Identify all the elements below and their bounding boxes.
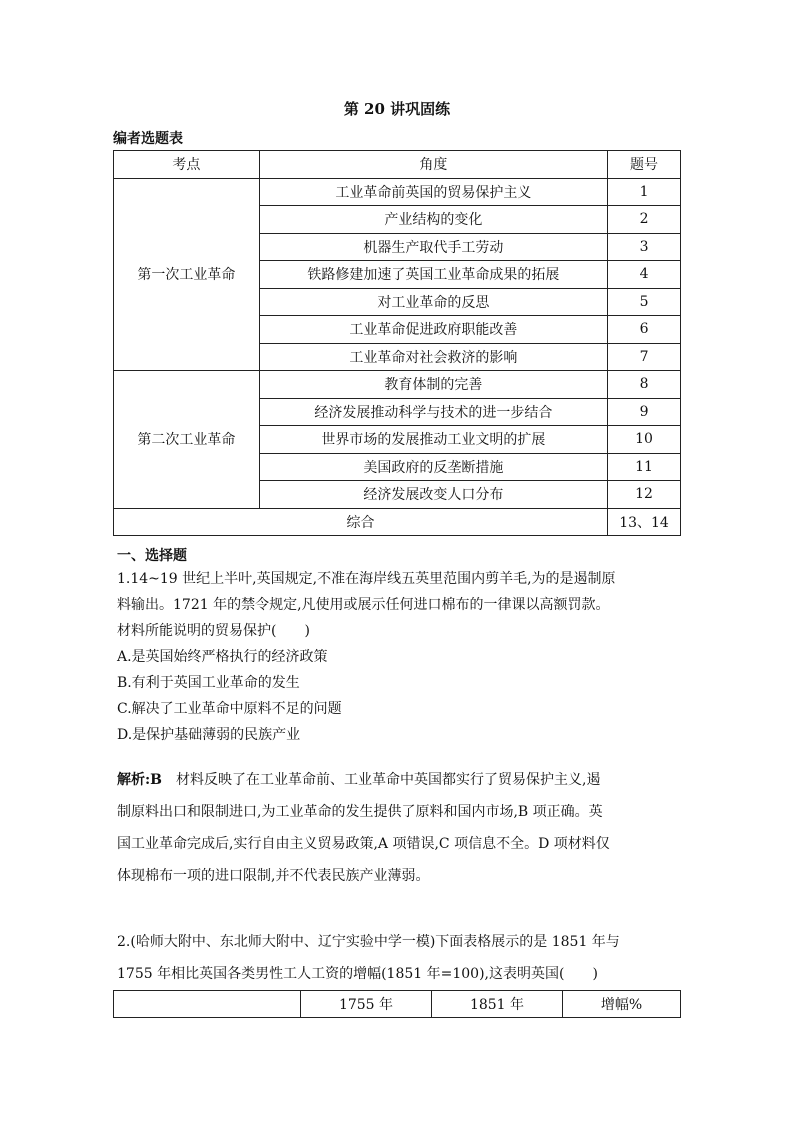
num-cell: 6	[608, 316, 681, 344]
num-cell: 12	[608, 481, 681, 509]
topic-cell: 第一次工业革命	[114, 178, 260, 371]
question-line: 材料所能说明的贸易保护( )	[117, 623, 310, 639]
table-row	[114, 178, 681, 206]
table-header-row	[114, 991, 681, 1018]
option-b: B.有利于英国工业革命的发生	[117, 675, 300, 691]
section-title: 一、选择题	[117, 548, 187, 564]
topic-cell: 第二次工业革命	[114, 371, 260, 509]
header-cell	[114, 991, 301, 1018]
table-header-row	[114, 151, 681, 179]
answer-line: 国工业革命完成后,实行自由主义贸易政策,A 项错误,C 项信息不全。D 项材料仅	[117, 836, 610, 852]
angle-cell: 工业革命前英国的贸易保护主义	[259, 178, 607, 206]
answer-label: 解析:B	[117, 772, 163, 788]
angle-cell: 铁路修建加速了英国工业革命成果的拓展	[259, 261, 607, 289]
header-cell: 增幅%	[563, 991, 681, 1018]
num-cell: 5	[608, 288, 681, 316]
num-cell: 7	[608, 343, 681, 371]
table-caption: 编者选题表	[113, 131, 183, 147]
summary-num-cell: 13、14	[608, 508, 681, 536]
option-a: A.是英国始终严格执行的经济政策	[117, 649, 328, 665]
answer-1	[117, 764, 685, 892]
angle-cell: 经济发展推动科学与技术的进一步结合	[259, 398, 607, 426]
num-cell: 8	[608, 371, 681, 399]
angle-cell: 经济发展改变人口分布	[259, 481, 607, 509]
option-d: D.是保护基础薄弱的民族产业	[117, 727, 301, 743]
answer-line: 体现棉布一项的进口限制,并不代表民族产业薄弱。	[117, 868, 430, 884]
table-row	[114, 371, 681, 399]
num-cell: 3	[608, 233, 681, 261]
angle-cell: 产业结构的变化	[259, 206, 607, 234]
wage-table	[113, 990, 681, 1018]
summary-label-cell: 综合	[114, 508, 608, 536]
page-title: 第 20 讲巩固练	[343, 100, 451, 118]
question-line: 料输出。1721 年的禁令规定,凡使用或展示任何进口棉布的一律课以高额罚款。	[117, 597, 610, 613]
num-cell: 10	[608, 426, 681, 454]
header-cell: 1851 年	[432, 991, 563, 1018]
question-line: 1.14~19 世纪上半叶,英国规定,不准在海岸线五英里范围内剪羊毛,为的是遏制原	[117, 571, 616, 587]
header-cell: 角度	[259, 151, 607, 179]
option-c: C.解决了工业革命中原料不足的问题	[117, 701, 342, 717]
num-cell: 9	[608, 398, 681, 426]
question-line: 1755 年相比英国各类男性工人工资的增幅(1851 年=100),这表明英国( )	[117, 966, 598, 982]
header-cell: 题号	[608, 151, 681, 179]
topic-table	[113, 150, 681, 536]
question-line: 2.(哈师大附中、东北师大附中、辽宁实验中学一模)下面表格展示的是 1851 年与	[117, 934, 620, 950]
angle-cell: 工业革命对社会救济的影响	[259, 343, 607, 371]
angle-cell: 教育体制的完善	[259, 371, 607, 399]
answer-line	[117, 764, 685, 796]
num-cell: 1	[608, 178, 681, 206]
table-summary-row	[114, 508, 681, 536]
question-2	[117, 926, 685, 990]
num-cell: 11	[608, 453, 681, 481]
angle-cell: 工业革命促进政府职能改善	[259, 316, 607, 344]
angle-cell: 对工业革命的反思	[259, 288, 607, 316]
num-cell: 4	[608, 261, 681, 289]
question-1	[117, 566, 685, 748]
angle-cell: 美国政府的反垄断措施	[259, 453, 607, 481]
angle-cell: 机器生产取代手工劳动	[259, 233, 607, 261]
answer-line: 制原料出口和限制进口,为工业革命的发生提供了原料和国内市场,B 项正确。英	[117, 804, 603, 820]
num-cell: 2	[608, 206, 681, 234]
header-cell: 1755 年	[301, 991, 432, 1018]
angle-cell: 世界市场的发展推动工业文明的扩展	[259, 426, 607, 454]
header-cell: 考点	[114, 151, 260, 179]
answer-text: 材料反映了在工业革命前、工业革命中英国都实行了贸易保护主义,遏	[162, 772, 601, 788]
